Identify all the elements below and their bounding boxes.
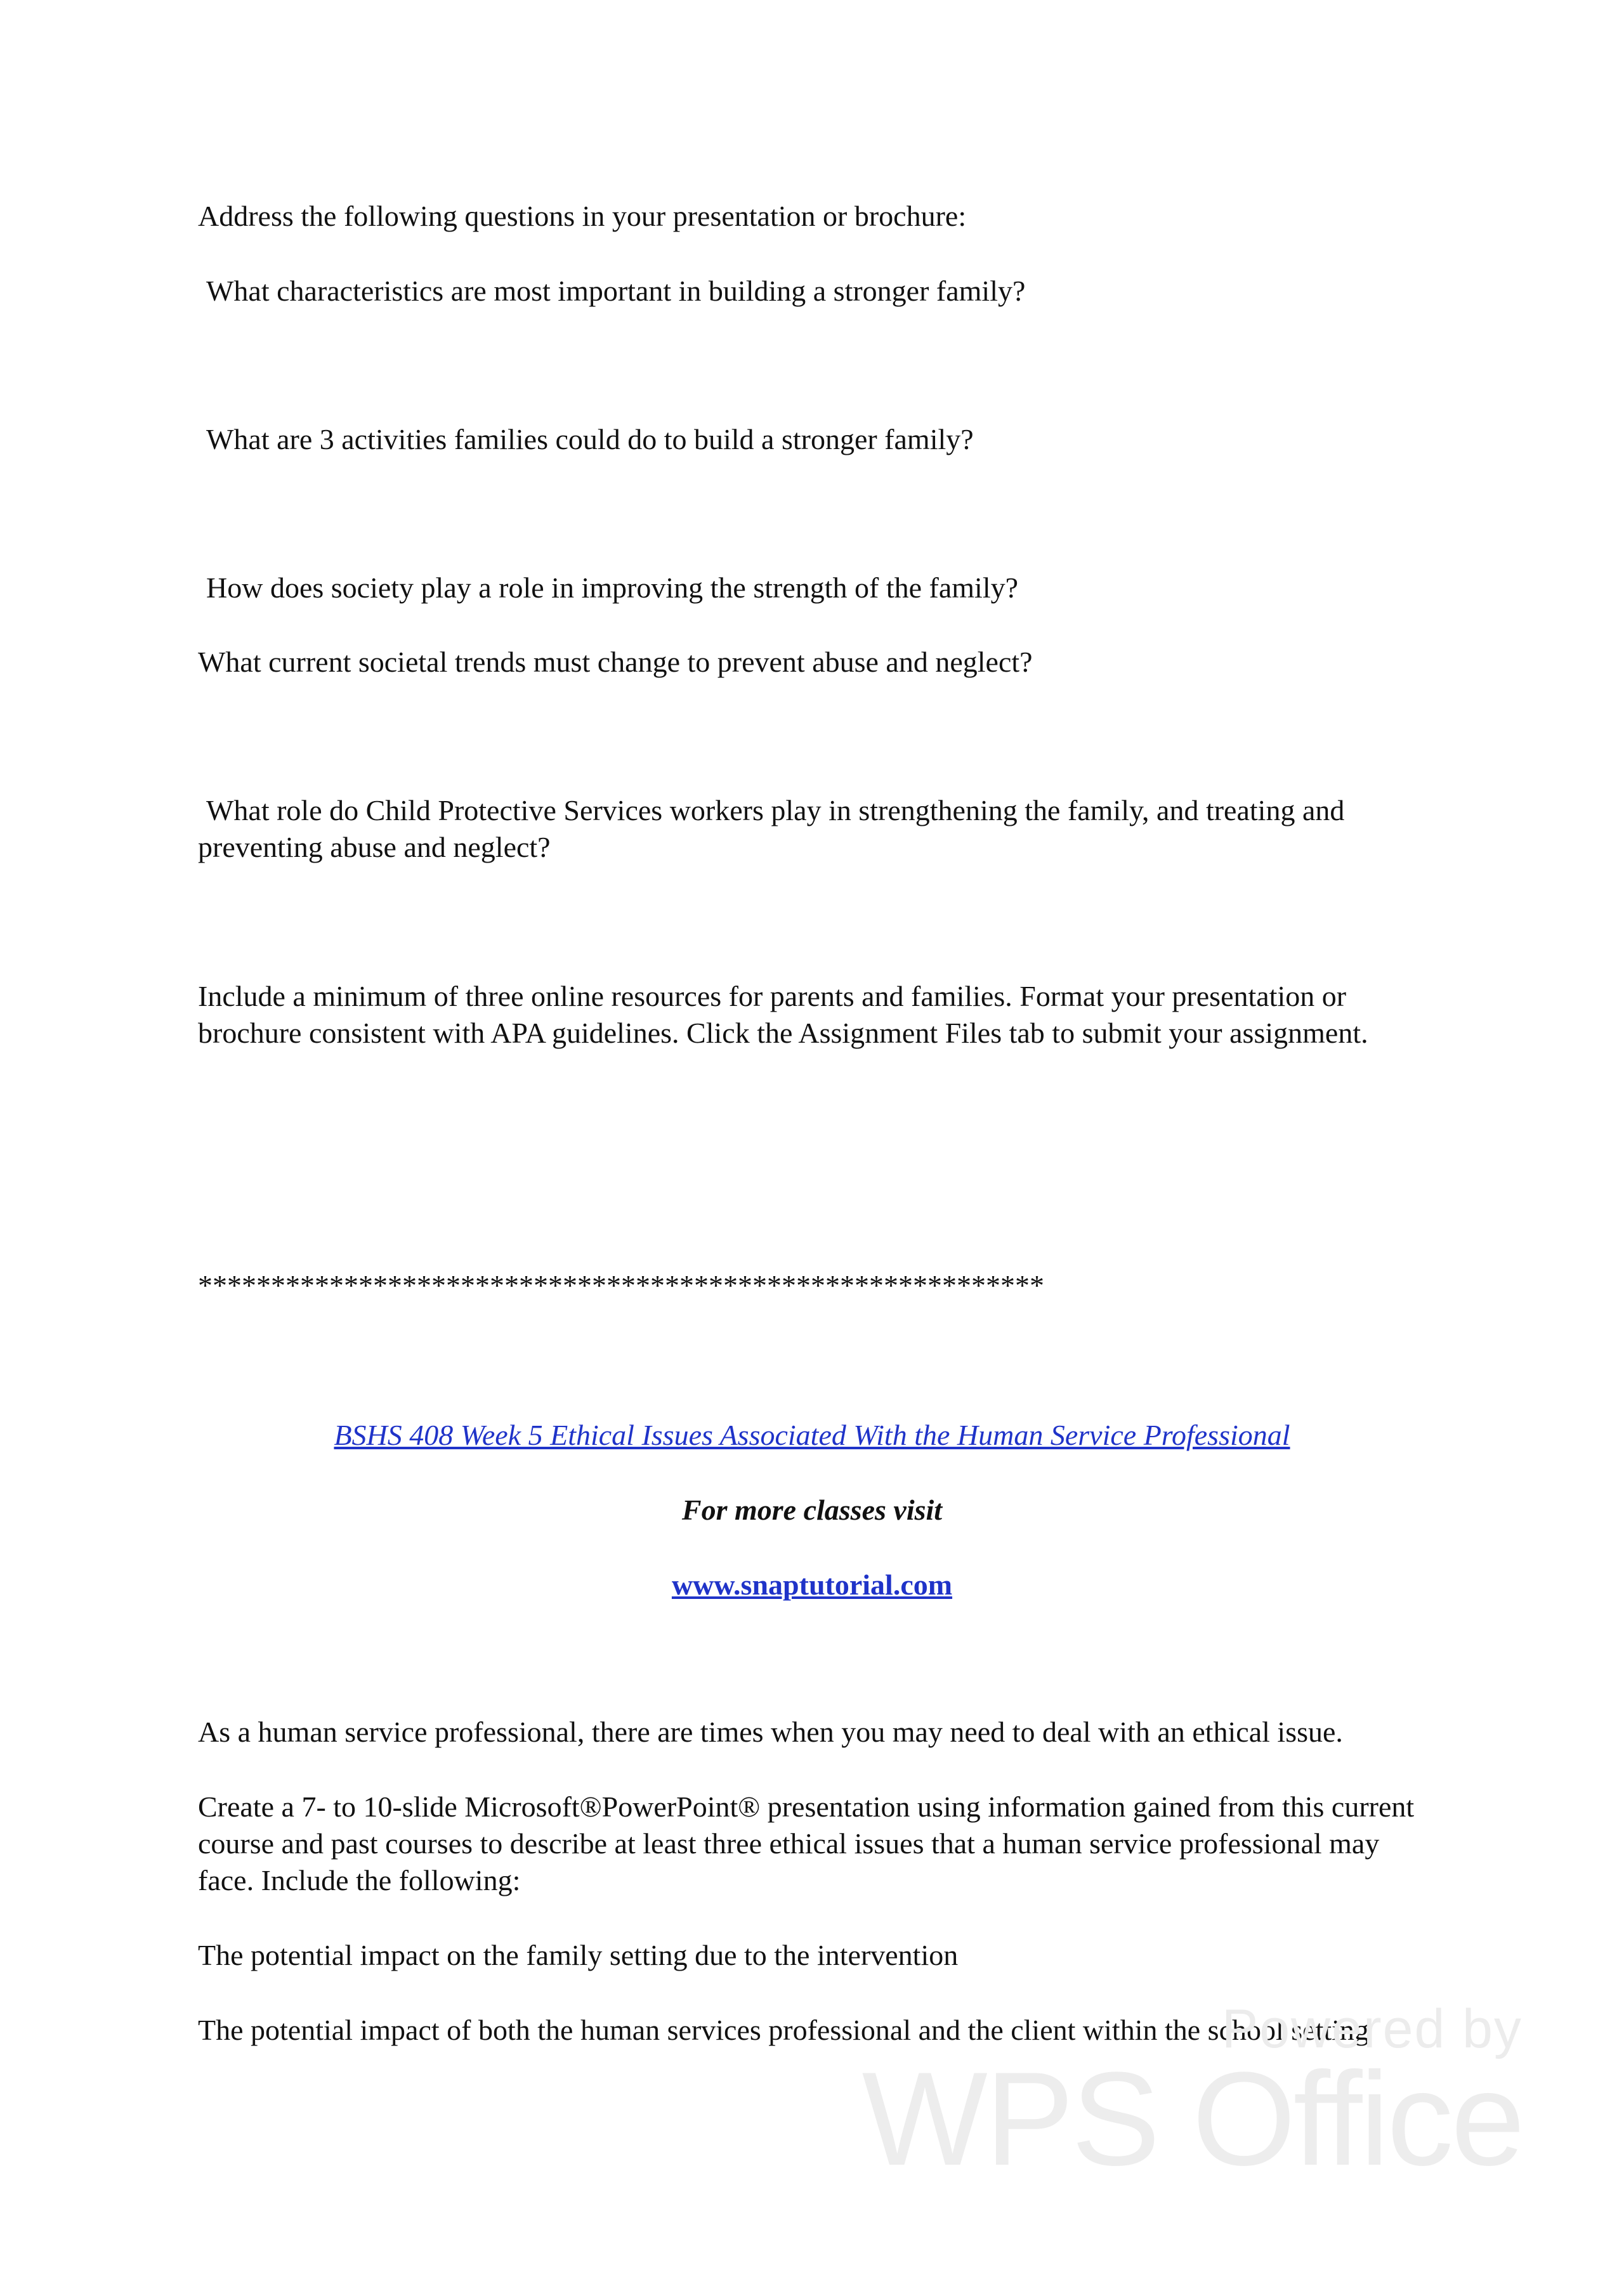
- body-paragraph-presentation: Create a 7- to 10-slide Microsoft®PowerPoint® presentation using information gained from this current course and past courses to describe at least three ethical issues that a human service professional may face. Include the following:: [198, 1790, 1422, 1896]
- watermark-powered-by: Powered by: [1221, 1999, 1522, 2059]
- instructions-text: Include a minimum of three online resources for parents and families. Format your presentation or brochure consistent with APA guidelines. Click the Assignment Files tab to submit your assignment.: [198, 980, 1368, 1049]
- question-activities: What are 3 activities families could do to build a stronger family?: [206, 423, 974, 455]
- question-societal-trends: What current societal trends must change to prevent abuse and neglect?: [198, 646, 1033, 678]
- course-link[interactable]: BSHS 408 Week 5 Ethical Issues Associated With the Human Service Professional: [334, 1419, 1290, 1451]
- more-classes-text: For more classes visit: [681, 1494, 943, 1526]
- more-classes-line: [0, 1492, 1624, 1529]
- body-paragraph-ethical-issue: As a human service professional, there are times when you may need to deal with an ethical issue.: [198, 1716, 1343, 1748]
- site-link[interactable]: www.snaptutorial.com: [671, 1569, 953, 1601]
- course-link-line: [0, 1417, 1624, 1454]
- site-link-line: [0, 1567, 1624, 1603]
- section-divider: **********************************************************: [198, 1269, 1044, 1301]
- intro-text: Address the following questions in your presentation or brochure:: [198, 200, 967, 232]
- question-society-role: How does society play a role in improving the strength of the family?: [206, 571, 1019, 604]
- body-paragraph-family-impact: The potential impact on the family setting due to the intervention: [198, 1939, 959, 1971]
- body-paragraph-school-impact: The potential impact of both the human services professional and the client within the school setting: [198, 2014, 1369, 2046]
- question-characteristics: What characteristics are most important in building a stronger family?: [206, 275, 1026, 307]
- question-cps-role: What role do Child Protective Services workers play in strengthening the family, and treating and preventing abuse and neglect?: [198, 794, 1352, 863]
- watermark-brand: WPS Office: [861, 2044, 1522, 2193]
